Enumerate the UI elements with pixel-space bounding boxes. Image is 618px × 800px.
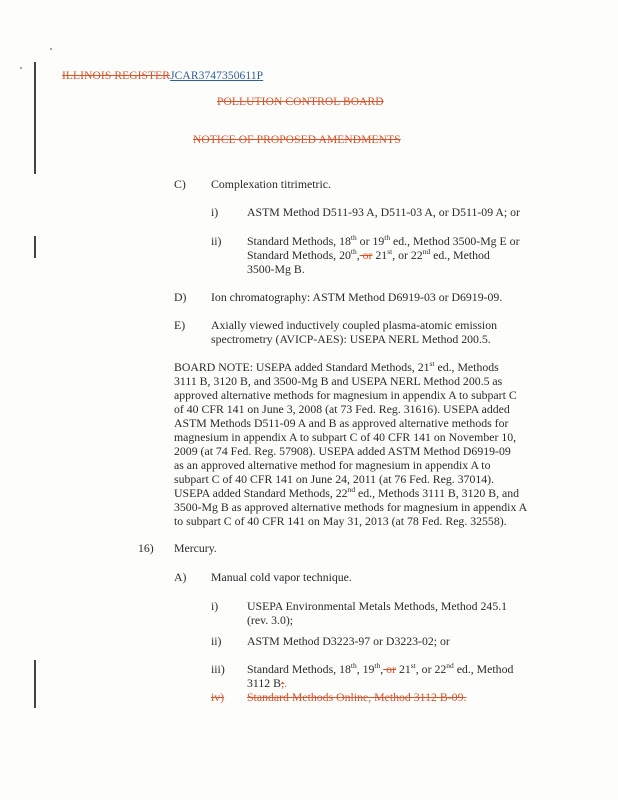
- board-title: POLLUTION CONTROL BOARD: [217, 96, 384, 108]
- item-c-text: Complexation titrimetric.: [211, 177, 331, 191]
- item-c-i-label: i): [211, 205, 219, 219]
- item-d-label: D): [174, 290, 187, 304]
- board-note-line: magnesium in appendix A to subpart C of 40 CFR 141 on November 10,: [174, 430, 517, 444]
- board-note-line: to subpart C of 40 CFR 141 on May 31, 2013 (at 78 Fed. Reg. 32558).: [174, 514, 507, 528]
- item-a-iii-line1: Standard Methods, 18th, 19th, or 21st, or 22nd ed., Method: [247, 661, 514, 676]
- notice-title: NOTICE OF PROPOSED AMENDMENTS: [193, 134, 401, 146]
- item-a-i-line2: (rev. 3.0);: [247, 613, 294, 627]
- register-title-struck: ILLINOIS REGISTER: [62, 70, 171, 82]
- board-note-line: BOARD NOTE: USEPA added Standard Methods, 21st ed., Methods: [174, 359, 499, 374]
- change-bar-bottom: [34, 660, 36, 708]
- scan-speck: [20, 67, 22, 69]
- item-c-ii-line1: Standard Methods, 18th or 19th ed., Method 3500-Mg E or: [247, 233, 520, 248]
- board-note-line: as an approved alternative method for magnesium in appendix A to: [174, 458, 491, 472]
- board-note-line: USEPA added Standard Methods, 22nd ed., Methods 3111 B, 3120 B, and: [174, 485, 520, 500]
- item-16-label: 16): [138, 541, 154, 555]
- change-bar-middle: [34, 236, 36, 258]
- item-a-ii-text: ASTM Method D3223-97 or D3223-02; or: [247, 634, 450, 648]
- item-a-i-line1: USEPA Environmental Metals Methods, Method 245.1: [247, 599, 508, 613]
- item-a-iii-label: iii): [211, 662, 225, 676]
- item-a-iv-text: Standard Methods Online, Method 3112 B-09.: [247, 690, 467, 704]
- item-c-ii-line3: 3500-Mg B.: [247, 262, 305, 276]
- item-a-iv-label: iv): [211, 690, 225, 704]
- board-note-line: approved alternative methods for magnesium in appendix A to subpart C: [174, 388, 517, 402]
- struck-or: or: [383, 662, 396, 676]
- board-note-line: of 40 CFR 141 on June 3, 2008 (at 73 Fed. Reg. 31616). USEPA added: [174, 402, 510, 416]
- register-header: [62, 70, 263, 82]
- board-note-line: ASTM Methods D511-09 A and B as approved alternative methods for: [174, 416, 509, 430]
- item-a-ii-label: ii): [211, 634, 222, 648]
- item-a-iii-line2: [247, 676, 287, 691]
- item-c-label: C): [174, 177, 186, 191]
- item-d-text: Ion chromatography: ASTM Method D6919-03 or D6919-09.: [211, 290, 503, 304]
- item-e-line2: spectrometry (AVICP-AES): USEPA NERL Method 200.5.: [211, 332, 491, 346]
- scan-speck: [50, 48, 52, 50]
- item-16-text: Mercury.: [174, 541, 217, 555]
- item-e-line1: Axially viewed inductively coupled plasma-atomic emission: [211, 318, 498, 332]
- board-note-line: 3111 B, 3120 B, and 3500-Mg B and USEPA NERL Method 200.5 as: [174, 374, 503, 388]
- iii-line2-text: 3112 B: [247, 676, 281, 690]
- item-a-label: A): [174, 570, 187, 584]
- change-bar-top: [34, 62, 36, 174]
- item-c-i-text: ASTM Method D511-93 A, D511-03 A, or D511-09 A; or: [247, 205, 520, 219]
- board-note-line: 3500-Mg B as approved alternative methods for magnesium in appendix A: [174, 500, 528, 514]
- item-c-ii-line2: Standard Methods, 20th, or 21st, or 22nd ed., Method: [247, 247, 490, 262]
- board-note-line: subpart C of 40 CFR 141 on June 24, 2011 (at 76 Fed. Reg. 37014).: [174, 472, 495, 486]
- item-c-ii-label: ii): [211, 234, 222, 248]
- board-note-line: 2009 (at 74 Fed. Reg. 57908). USEPA added ASTM Method D6919-09: [174, 444, 511, 458]
- item-a-i-label: i): [211, 599, 219, 613]
- register-code: JCAR3747350611P: [170, 70, 264, 82]
- struck-or: or: [359, 248, 373, 262]
- struck-semicolon: ;: [280, 676, 285, 690]
- inserted-period: .: [284, 676, 288, 690]
- item-a-text: Manual cold vapor technique.: [211, 570, 352, 584]
- item-e-label: E): [174, 318, 186, 332]
